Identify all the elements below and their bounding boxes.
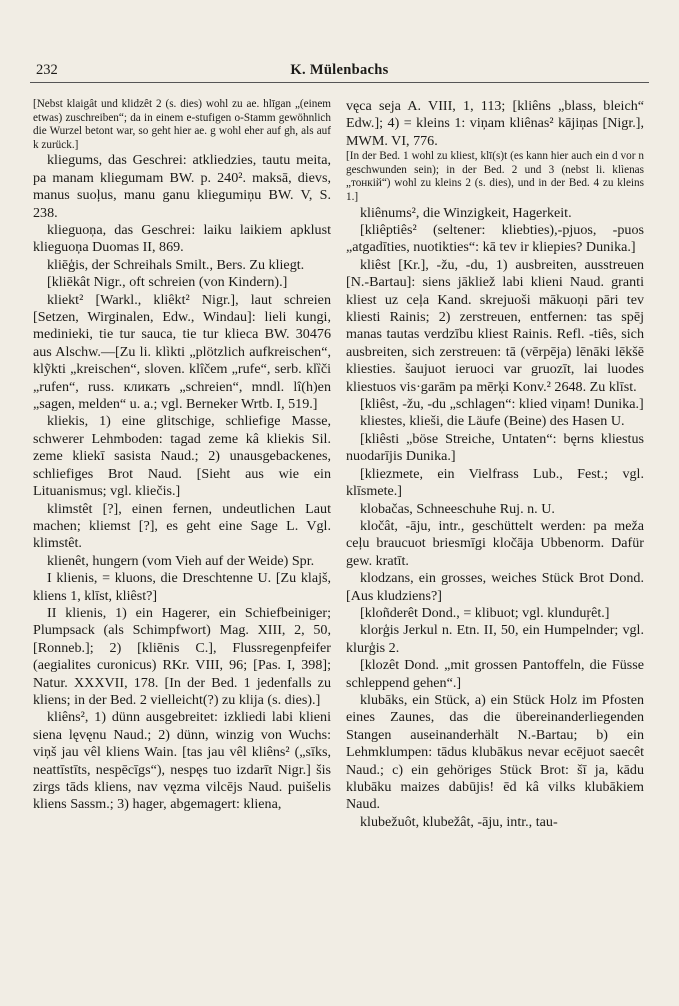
dictionary-entry: vęca seja A. VIII, 1, 113; [kliêns „blass, bleich“ Edw.]; 4) = kleins 1: viņam kliênas² kājiņas [Nigr.], MWM. VI, 776. [346, 98, 644, 149]
entry-note: [In der Bed. 1 wohl zu kliest, klī(s)t (es kann hier auch ein d vor n geschwunden sein); in der Bed. 2 und 3 (nebst li. klìenas „тонкій“) wohl zu kleins 2 (s. dies), und in der Bed. 4 zu kleins 1.] [346, 150, 644, 203]
dictionary-entry: klubāks, ein Stück, a) ein Stück Holz im Pfosten eines Zaunes, das die übereinanderliegenden Stangen auseinanderhält N.-Bartau; b) ein Lehmklumpen: tādus klubākus nevar ecējuot saecêt Naud.; c) ein gehöriges Stück Brot: šī ja, kādu klubāku maizes dabūjis! ēd kâ vilks klubākiem Naud. [346, 691, 644, 813]
dictionary-entry: kločât, -āju, intr., geschüttelt werden: pa meža ceļu braucuot briesmīgi kločāja Ubbenorm. Dafür gew. kratīt. [346, 517, 644, 569]
dictionary-entry: kliênums², die Winzigkeit, Hagerkeit. [360, 204, 572, 221]
dictionary-entry: [kliêst, -žu, -du „schlagen“: klied viņam! Dunika.] [360, 396, 644, 413]
dictionary-entry: kliegums, das Geschrei: atkliedzies, tautu meita, pa manam kliegumam BW. p. 240². maksā, dievs, manus suoļus, manu ganu kliegumiņu BW. V, S. 238. [33, 152, 331, 221]
left-column [33, 98, 331, 990]
dictionary-entry: I klienis, = kluons, die Dreschtenne U. [Zu klajš, kliens 1, klīst, kliêst?] [33, 570, 331, 604]
running-title: K. Mülenbachs [290, 62, 389, 78]
dictionary-entry: [kloñderêt Dond., = klibuot; vgl. klunduŗêt.] [360, 604, 610, 621]
dictionary-entry: klieguoņa, das Geschrei: laiku laikiem apklust klieguoņa Duomas II, 869. [33, 222, 331, 256]
dictionary-entry: [kliêptiês² (seltener: kliebties),-pjuos, -puos „atgadīties, nuotikties“: kā tev ir kliepies? Dunika.] [346, 222, 644, 256]
entry-note: [Nebst klaigât und klidzêt 2 (s. dies) wohl zu ae. hlīgan „(einem etwas) zuschreiben“; da in einem e-stufigen o-Stamm gewöhnlich die Wurzel betont war, so geht hier ae. g wohl eher auf gh, als auf k zurück.] [33, 98, 331, 151]
dictionary-entry: kliēģis, der Schreihals Smilt., Bers. Zu kliegt. [47, 256, 305, 273]
dictionary-entry: klobačas, Schneeschuhe Ruj. n. U. [360, 500, 555, 517]
page-number: 232 [36, 62, 58, 78]
dictionary-entry: klodzans, ein grosses, weiches Stück Brot Dond. [Aus kludziens?] [346, 570, 644, 604]
dictionary-entry: [kliêsti „böse Streiche, Untaten“: bęrns kliestus nuodarījis Dunika.] [346, 430, 644, 465]
dictionary-entry: II klienis, 1) ein Hagerer, ein Schiefbeiniger; Plumpsack (als Schimpfwort) Mag. XIII, 2, 50, [Ronneb.]; 2) [kliēnis C.], Flussregenpfeifer (aegialites curonicus) RKr. VIII, 96; [Pas. I, 398]; Natur. XXXVII, 178. [In der Bed. 1 jedenfalls zu kliens; in der Bed. 2 vielleicht(?) zu klija (s. dies).] [33, 604, 331, 708]
dictionary-entry: kliêns², 1) dünn ausgebreitet: izkliedi labi klieni siena lęvęnu Naud.; 2) dünn, winzig von Wuchs: viņš jau vêl kliens Wain. [tas jau vêl kliêns² („sīks, neattīstīts, nespēcīgs“), nespęs tuo izdarīt Nigr.] šis zirgs tāds kliens, nav vęzma vilcējs Naud. puišelis kliens Sassm.; 3) hager, abgemagert: kliena, [33, 709, 331, 813]
dictionary-entry: kliekis, 1) eine glitschige, schliefige Masse, schwerer Lehmboden: tagad zeme kâ kliekis Sil. zeme kliekī sasista Naud.; 2) unausgebackenes, schliefiges Brot Naud. [Sieht aus wie ein Lituanismus; vgl. kliečis.] [33, 413, 331, 500]
right-column [346, 98, 644, 990]
dictionary-entry: klubežuôt, klubežât, -āju, intr., tau- [360, 813, 558, 830]
dictionary-entry: [kliezmete, ein Vielfrass Lub., Fest.; vgl. klīsmete.] [346, 465, 644, 500]
dictionary-entry: kliestes, klieši, die Läufe (Beine) des Hasen U. [360, 413, 625, 430]
dictionary-entry: klimstêt [?], einen fernen, undeutlichen Laut machen; kliemst [?], es geht eine Sage L. Vgl. klimstêt. [33, 500, 331, 552]
dictionary-entry: klienêt, hungern (vom Vieh auf der Weide) Spr. [47, 552, 315, 569]
dictionary-entry: kliekt² [Warkl., kliêkt² Nigr.], laut schreien [Setzen, Wirginalen, Edw., Windau]: lieli kungi, medinieki, tie tur sauca, tie tur klieca BW. 30476 aus Alschw.—[Zu li. klìkti „plötzlich aufkreischen“, klỹkti „kreischen“, sloven. klîčem „rufe“, serb. klȉči „rufen“, russ. кликать „schreien“, mndl. lî(h)en „sagen, melden“ u. a.; vgl. Berneker Wrtb. I, 519.] [33, 291, 331, 413]
dictionary-entry: [kliēkât Nigr., oft schreien (von Kindern).] [47, 274, 288, 291]
dictionary-entry: [klozêt Dond. „mit grossen Pantoffeln, die Füsse schleppend gehen“.] [346, 657, 644, 691]
running-head [30, 60, 649, 83]
dictionary-entry: kliêst [Kr.], -žu, -du, 1) ausbreiten, ausstreuen [N.-Bartau]: siens jākliež labi klieni Naud. granti kliest uz ceļa Kand. skrejuoši mākuoņi pāri tev kliesti Rainis; 2) zerstreuen, entfernen: tas spēj manas tautas verdzību kliest Rainis. Refl. -tiês, sich ausbreiten, sich zerstreuen: tā (vērpēja) lēnāki lēkšē kliesties. šaujuot ieruoci var gruozīt, lai luodes kliestuos vis·garām pa mērķi Konv.² 2648. Zu klīst. [346, 256, 644, 395]
dictionary-entry: klorģis Jerkul n. Etn. II, 50, ein Humpelnder; vgl. klurģis 2. [346, 622, 644, 656]
